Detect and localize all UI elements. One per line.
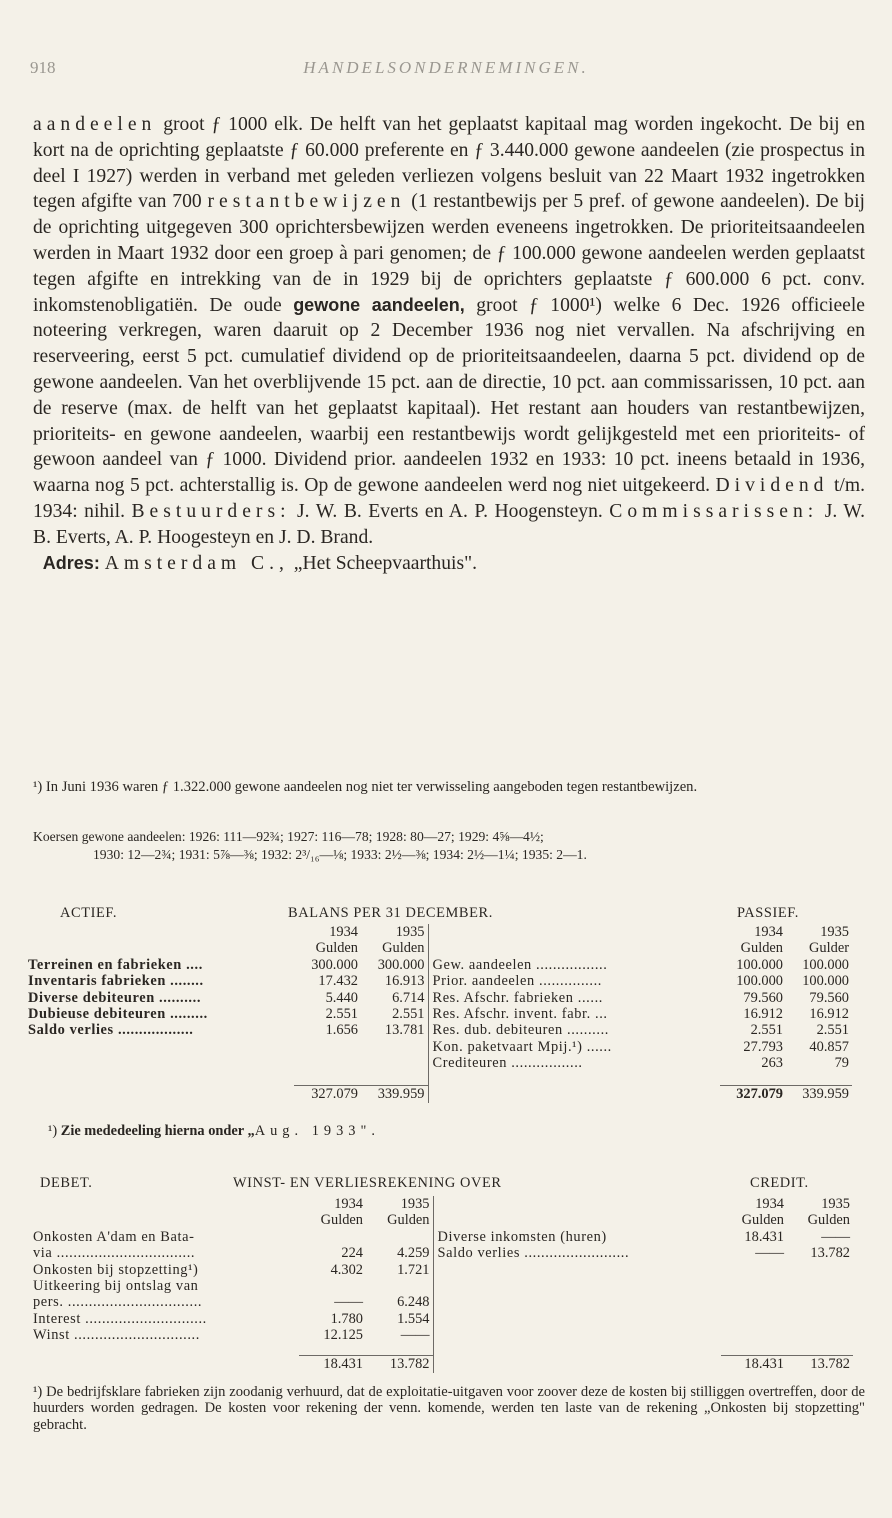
dot-leader: ............... xyxy=(534,973,602,990)
total-1935: 13.782 xyxy=(787,1356,853,1373)
dot-leader: ......................... xyxy=(520,1245,630,1262)
dot-leader: .... xyxy=(181,956,203,973)
value-1935: 6.714 xyxy=(392,989,425,1006)
table-row xyxy=(33,1245,853,1261)
row-label: Saldo verlies xyxy=(437,1245,521,1262)
table-row xyxy=(33,1327,853,1343)
dot-leader: .............................. xyxy=(69,1327,200,1344)
balance-footnote xyxy=(48,1123,380,1140)
table-row xyxy=(28,1055,852,1071)
spaced-word: restantbewijzen xyxy=(207,191,406,213)
unit-header: Gulden xyxy=(382,940,425,957)
total-1934: 18.431 xyxy=(299,1356,366,1373)
value-1935: 100.000 xyxy=(802,956,849,973)
unit-header: Gulden xyxy=(315,940,358,957)
value-1935: 6.248 xyxy=(397,1294,430,1311)
year-header: 1934 xyxy=(755,1196,784,1212)
table-row xyxy=(28,957,852,973)
value-1935: 100.000 xyxy=(802,973,849,990)
main-paragraph xyxy=(33,112,865,551)
value-1935: 1.554 xyxy=(397,1310,430,1327)
spaced-word: Commissarissen: xyxy=(609,500,819,522)
value-1935: 40.857 xyxy=(809,1038,849,1055)
value-1935: 4.259 xyxy=(397,1245,430,1262)
row-label: Res. Afschr. fabrieken xyxy=(432,989,574,1006)
pl-right-label: CREDIT. xyxy=(750,1175,809,1191)
value-1934: 27.793 xyxy=(743,1038,783,1055)
table-row xyxy=(28,924,852,940)
row-label: Res. dub. debiteuren xyxy=(432,1022,563,1039)
row-label: pers. xyxy=(33,1294,64,1311)
dot-leader: ... xyxy=(590,1006,608,1023)
dot-leader: ................................ xyxy=(63,1294,203,1311)
balance-right-label: PASSIEF. xyxy=(737,905,799,921)
running-title: HANDELSONDERNEMINGEN. xyxy=(303,58,589,77)
value-1935: —— xyxy=(821,1228,850,1245)
footnote-date: Aug. 1933". xyxy=(254,1123,380,1139)
totals-row xyxy=(33,1356,853,1373)
table-row xyxy=(33,1278,853,1294)
value-1934 xyxy=(299,1278,366,1294)
total-1934: 327.079 xyxy=(294,1086,361,1103)
dot-leader: ........ xyxy=(165,973,204,990)
year-header: 1935 xyxy=(820,924,849,940)
value-1934: 12.125 xyxy=(323,1327,363,1344)
year-header: 1934 xyxy=(754,924,783,940)
table-row xyxy=(28,1022,852,1038)
table-row xyxy=(33,1196,853,1212)
value-1934: —— xyxy=(334,1294,363,1311)
profit-loss-statement xyxy=(33,1196,853,1373)
year-header: 1934 xyxy=(329,924,358,940)
value-1934: 2.551 xyxy=(750,1022,783,1039)
year-header: 1935 xyxy=(821,1196,850,1212)
year-header: 1935 xyxy=(400,1196,430,1212)
value-1934: 79.560 xyxy=(743,989,783,1006)
unit-header: Gulden xyxy=(740,940,783,957)
value-1934: 17.432 xyxy=(318,973,358,990)
value-1934: 100.000 xyxy=(736,973,783,990)
row-label: Onkosten bij stopzetting¹) xyxy=(33,1261,199,1278)
unit-header: Gulden xyxy=(387,1212,430,1229)
dot-leader: ...... xyxy=(582,1038,612,1055)
value-1934: 1.780 xyxy=(330,1310,363,1327)
table-row xyxy=(33,1262,853,1278)
value-1935: 2.551 xyxy=(816,1022,849,1039)
value-1935: 79.560 xyxy=(809,989,849,1006)
row-label: Gew. aandeelen xyxy=(432,956,532,973)
table-row xyxy=(33,1212,853,1228)
unit-header: Gulden xyxy=(741,1212,784,1229)
value-1935: 79 xyxy=(834,1055,849,1072)
text-run: J. W. B. Everts, A. P. Hoogesteyn en J. D. Brand. xyxy=(33,500,865,548)
value-1935: 2.551 xyxy=(392,1006,425,1023)
text-run: t/m. 1934: nihil. xyxy=(33,475,865,522)
dot-leader: ................................. xyxy=(52,1245,196,1262)
row-label: Inventaris fabrieken xyxy=(28,973,166,990)
table-row xyxy=(28,973,852,989)
total-1935: 339.959 xyxy=(786,1086,852,1103)
value-1935: 16.912 xyxy=(809,1006,849,1023)
footnote-shares: ¹) In Juni 1936 waren ƒ 1.322.000 gewone aandeelen nog niet ter verwisseling aangeboden tegen restantbewijzen. xyxy=(33,779,698,795)
row-label: Interest xyxy=(33,1310,81,1327)
dot-leader: ......... xyxy=(165,1006,208,1023)
table-row xyxy=(33,1311,853,1327)
value-1934: 16.912 xyxy=(743,1006,783,1023)
table-row xyxy=(33,1229,853,1245)
row-label: Diverse debiteuren xyxy=(28,989,155,1006)
value-1935: 16.913 xyxy=(384,973,425,990)
dot-leader: ...... xyxy=(573,989,603,1006)
value-1934: 4.302 xyxy=(330,1261,363,1278)
address-rest: „Het Scheepvaarthuis". xyxy=(288,552,477,574)
profit-loss-table xyxy=(33,1196,853,1373)
total-1935: 13.782 xyxy=(366,1356,433,1373)
row-label: Onkosten A'dam en Bata- xyxy=(33,1228,195,1245)
share-prices xyxy=(33,828,865,864)
unit-header: Gulden xyxy=(807,1212,850,1229)
dot-leader: .......... xyxy=(562,1022,609,1039)
value-1934: 2.551 xyxy=(325,1006,358,1023)
footnote-marker: ¹) xyxy=(48,1123,58,1139)
value-1934: 5.440 xyxy=(325,989,358,1006)
share-prices-line-1: Koersen gewone aandeelen: 1926: 111—92¾; 1927: 116—78; 1928: 80—27; 1929: 4⅝—4½; xyxy=(33,829,544,844)
row-label: Diverse inkomsten (huren) xyxy=(437,1228,607,1245)
company-description xyxy=(33,112,865,576)
value-1935: 1.721 xyxy=(397,1261,430,1278)
row-label: Kon. paketvaart Mpij.¹) xyxy=(432,1038,583,1055)
year-header: 1934 xyxy=(334,1196,363,1212)
address-city: Amsterdam C., xyxy=(104,552,289,574)
dot-leader: ................. xyxy=(531,956,608,973)
bold-term: gewone aandeelen, xyxy=(293,294,465,315)
value-1934 xyxy=(299,1229,366,1245)
totals-row xyxy=(28,1086,852,1103)
year-header: 1935 xyxy=(395,924,425,940)
dot-leader: ................. xyxy=(507,1055,583,1072)
pl-title: WINST- EN VERLIESREKENING OVER xyxy=(233,1175,502,1191)
table-row xyxy=(28,940,852,956)
row-label: Saldo verlies xyxy=(28,1022,114,1039)
footnote-text: Zie mededeeling hierna onder „ xyxy=(60,1123,255,1139)
value-1935 xyxy=(366,1229,433,1245)
value-1934: 263 xyxy=(761,1055,783,1072)
unit-header: Gulden xyxy=(320,1212,363,1229)
value-1934: 18.431 xyxy=(744,1228,784,1245)
row-label: Terreinen en fabrieken xyxy=(28,956,182,973)
value-1935 xyxy=(366,1278,433,1294)
page-number: 918 xyxy=(30,58,56,77)
row-label: Res. Afschr. invent. fabr. xyxy=(432,1006,591,1023)
balance-table xyxy=(28,924,852,1103)
spaced-word: Bestuurders: xyxy=(131,500,291,522)
value-1935: —— xyxy=(400,1327,430,1344)
dot-leader: .......... xyxy=(154,989,202,1006)
row-label: Winst xyxy=(33,1327,70,1344)
dot-leader: ............................. xyxy=(80,1310,207,1327)
value-1935: 300.000 xyxy=(377,956,425,973)
value-1934: 100.000 xyxy=(736,956,783,973)
balance-left-label: ACTIEF. xyxy=(60,905,118,921)
balance-sheet xyxy=(28,924,852,1103)
address-line xyxy=(33,551,865,577)
value-1934: 1.656 xyxy=(325,1022,358,1039)
total-1935: 339.959 xyxy=(361,1086,428,1103)
value-1935: 13.781 xyxy=(384,1022,425,1039)
text-run: groot ƒ 1000 elk. De helft van het geplaatst kapitaal mag worden ingekocht. De bij en kort na de oprichting geplaatste ƒ 60.000 preferente en ƒ 3.440.000 gewone aandeelen (zie prospectus in deel I 1927) werden in verband met geleden verliezen volgens besluit van 22 Maart 1932 ingetrokken tegen afgifte van 700 xyxy=(33,114,865,213)
row-label: Crediteuren xyxy=(432,1055,508,1072)
value-1934: —— xyxy=(755,1245,784,1262)
row-label: via xyxy=(33,1245,53,1262)
dot-leader: .................. xyxy=(113,1022,194,1039)
total-1934: 327.079 xyxy=(720,1086,786,1103)
text-run: (1 restantbewijs per 5 pref. of gewone aandeelen). De bij de oprichting uitgegeven 300 oprichtersbewijzen werden eveneens ingetrokken. De prioriteitsaandeelen werden in Maart 1932 door een groep à pari genomen; de ƒ 100.000 gewone aandeelen werden geplaatst tegen afgifte en intrekking van de in 1929 bij de oprichters geplaatste ƒ 600.000 6 pct. conv. inkomstenobligatiën. De oude xyxy=(33,191,865,316)
table-row xyxy=(28,1006,852,1022)
table-row xyxy=(33,1294,853,1310)
footnote-factories: ¹) De bedrijfsklare fabrieken zijn zoodanig verhuurd, dat de exploitatie-uitgaven voor zoover deze de kosten bij stilliggen overtreffen, door de huurders worden gedragen. De kosten voor rekening der venn. komende, werden ten laste van de rekening „Onkosten bij stopzetting" gebracht. xyxy=(33,1384,865,1433)
row-label: Uitkeering bij ontslag van xyxy=(33,1278,199,1295)
row-label: Prior. aandeelen xyxy=(432,973,535,990)
value-1934: 224 xyxy=(341,1245,363,1262)
page-header xyxy=(0,58,892,82)
row-label: Dubieuse debiteuren xyxy=(28,1006,166,1023)
address-label: Adres: xyxy=(42,552,100,573)
unit-header: Gulder xyxy=(809,940,849,957)
text-run: J. W. B. Everts en A. P. Hoogensteyn. xyxy=(290,500,610,522)
pl-left-label: DEBET. xyxy=(40,1175,93,1191)
total-1934: 18.431 xyxy=(721,1356,787,1373)
text-run: groot ƒ 1000¹) welke 6 Dec. 1926 officieele noteering verkregen, waren daaruit op 2 December 1936 nog niet vervallen. Na afschrijving en reserveering, eerst 5 pct. cumulatief dividend op de prioriteitsaandeelen, daarna 5 pct. dividend op de gewone aandeelen. Van het overblijvende 15 pct. aan de directie, 10 pct. aan commissarissen, 10 pct. aan de reserve (max. de helft van het geplaatst kapitaal). Het restant aan houders van restantbewijzen, prioriteits- en gewone aandeelen, waarbij een restantbewijs wordt gelijkgesteld met een prioriteits- of gewoon aandeel van ƒ 1000. Dividend prior. aandeelen 1932 en 1933: 10 pct. ineens betaald in 1936, waarna nog 5 pct. achterstallig is. Op de gewone aandeelen werd nog niet uitgekeerd. xyxy=(33,294,865,497)
table-row xyxy=(28,990,852,1006)
value-1934: 300.000 xyxy=(311,956,358,973)
balance-title: BALANS PER 31 DECEMBER. xyxy=(288,905,493,921)
spaced-word: Dividend xyxy=(715,475,829,497)
table-row xyxy=(28,1039,852,1055)
value-1935: 13.782 xyxy=(810,1245,850,1262)
share-prices-line-2: 1930: 12—2¾; 1931: 5⅞—⅜; 1932: 2³/₁₆—⅛; 1933: 2½—⅜; 1934: 2½—1¼; 1935: 2—1. xyxy=(93,847,587,862)
spaced-word: aandeelen xyxy=(33,114,157,135)
